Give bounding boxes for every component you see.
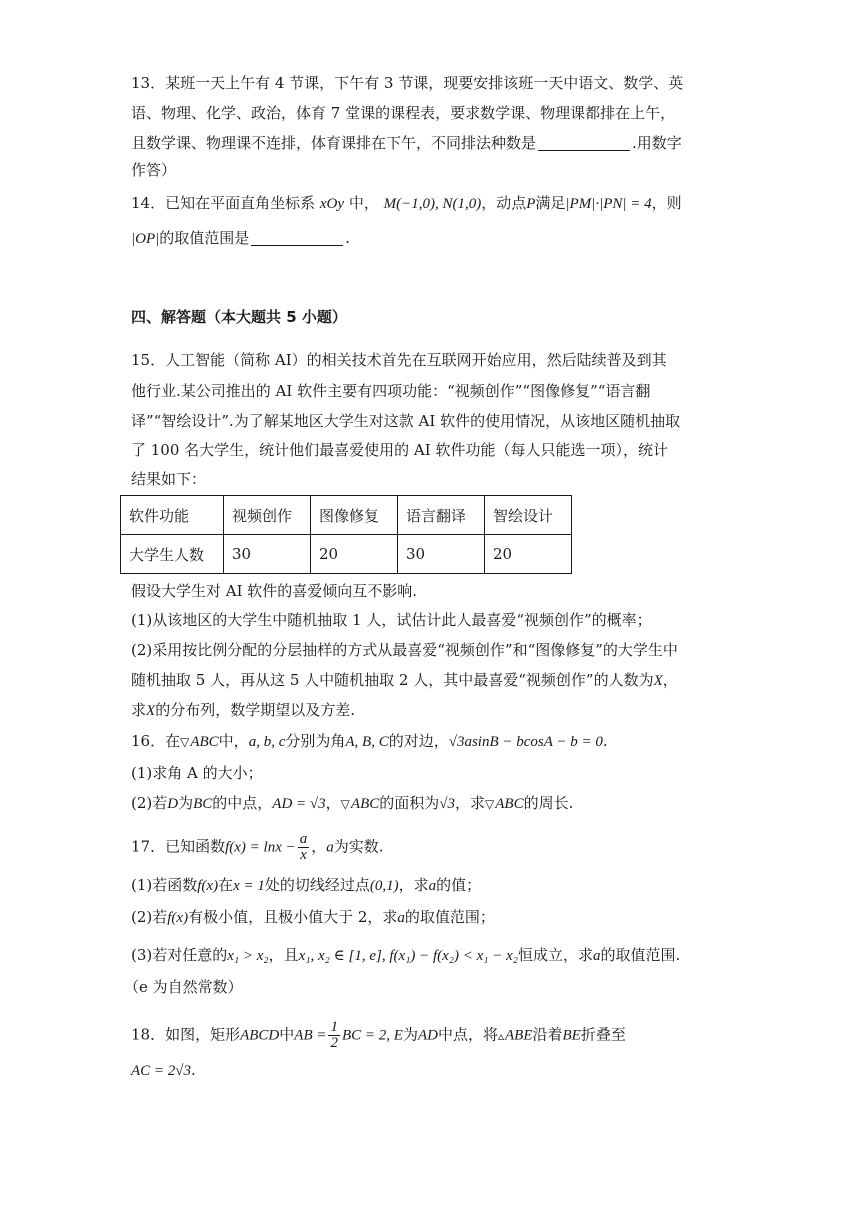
table-header-cell: 软件功能 bbox=[121, 496, 224, 535]
q16-equation: √3asinB − bcosA − b = 0 bbox=[448, 734, 603, 750]
q16-sides: a, b, c bbox=[248, 734, 286, 750]
q15-line-1: 15．人工智能（简称 AI）的相关技术首先在互联网开始应用，然后陆续普及到其 bbox=[131, 351, 667, 369]
q14-text: 满足 bbox=[535, 194, 566, 212]
q15-var-x: X bbox=[146, 703, 156, 719]
q14-text: 的取值范围是 bbox=[159, 229, 250, 247]
q16-abc: ABC bbox=[495, 796, 524, 812]
q17-text: 的取值范围； bbox=[404, 908, 495, 926]
table-cell: 20 bbox=[311, 535, 398, 574]
q15-text: 求 bbox=[131, 701, 147, 719]
q14-xoy: xOy bbox=[319, 196, 345, 212]
q13-line-3 bbox=[131, 133, 682, 153]
q15-part-2-line-1: (2)采用按比例分配的分层抽样的方式从最喜爱“视频创作”和“图像修复”的大学生中 bbox=[131, 641, 678, 659]
q16-part-2 bbox=[131, 793, 573, 814]
q18-be: BE bbox=[562, 1027, 581, 1044]
fraction-denominator: x bbox=[300, 847, 307, 863]
triangle-symbol: ▽ bbox=[485, 797, 495, 811]
q14-text: 中， bbox=[348, 194, 379, 212]
q17-var-a: a bbox=[397, 910, 405, 926]
q17-condition: x₁, x₂ ∈ [1, e], f(x₁) − f(x₂) < x₁ − x₂ bbox=[298, 948, 518, 964]
q18-bc: BC = 2, E bbox=[341, 1027, 403, 1044]
q16-ad: AD = √3 bbox=[272, 796, 326, 812]
q18-line-2 bbox=[131, 1060, 196, 1081]
q17-text: ， bbox=[311, 837, 327, 856]
fraction-numerator: a bbox=[299, 831, 308, 847]
triangle-symbol: ▽ bbox=[180, 735, 190, 749]
q17-fx: f(x) bbox=[167, 910, 189, 926]
q16-angles: A, B, C bbox=[345, 734, 389, 750]
q18-abcd: ABCD bbox=[240, 1027, 280, 1044]
q17-text: 的值； bbox=[436, 876, 482, 894]
q15-text: 随机抽取 5 人，再从这 5 人中随机抽取 2 人，其中最喜爱“视频创作”的人数为 bbox=[131, 671, 654, 689]
table-cell: 30 bbox=[398, 535, 485, 574]
q17-text: 17．已知函数 bbox=[131, 837, 226, 856]
q18-line-1 bbox=[131, 1020, 626, 1051]
q17-part-2 bbox=[131, 907, 495, 928]
q16-text: 的对边， bbox=[388, 732, 449, 750]
q13-line-4: 作答） bbox=[131, 161, 177, 179]
q16-text: 中， bbox=[218, 732, 249, 750]
table-header-cell: 图像修复 bbox=[311, 496, 398, 535]
q18-text: 为 bbox=[402, 1025, 418, 1044]
q16-text: 16．在 bbox=[131, 732, 181, 750]
q16-text: ， bbox=[325, 794, 341, 812]
q18-text: 沿着 bbox=[532, 1025, 563, 1044]
triangle-symbol: ▵ bbox=[497, 1028, 504, 1043]
q17-text: 的取值范围. bbox=[600, 946, 681, 964]
q18-ac: AC = 2√3 bbox=[131, 1063, 192, 1079]
q17-text: ，求 bbox=[398, 876, 429, 894]
table-header-cell: 视频创作 bbox=[224, 496, 311, 535]
table-row bbox=[121, 535, 572, 574]
q17-text: 为实数. bbox=[333, 837, 384, 856]
q16-text: 分别为角 bbox=[285, 732, 346, 750]
q16-text: 的中点， bbox=[212, 794, 273, 812]
q16-sqrt3: √3 bbox=[439, 796, 455, 812]
q17-text: (1)若函数 bbox=[131, 876, 198, 894]
q18-text: 18．如图，矩形 bbox=[131, 1025, 241, 1044]
q18-fraction bbox=[328, 1020, 340, 1051]
q17-var-a: a bbox=[326, 839, 334, 856]
q18-ab: AB = bbox=[294, 1027, 327, 1044]
q17-note: （e 为自然常数） bbox=[124, 978, 243, 996]
q18-text: 中点，将 bbox=[437, 1025, 498, 1044]
q17-line-1 bbox=[131, 832, 384, 863]
q16-text: 的周长. bbox=[523, 794, 574, 812]
q18-ad: AD bbox=[417, 1027, 438, 1044]
q15-line-3: 译”“智绘设计”.为了解某地区大学生对这款 AI 软件的使用情况，从该地区随机抽取 bbox=[131, 412, 681, 430]
q17-text: 在 bbox=[218, 876, 234, 894]
q17-text: ，且 bbox=[268, 946, 299, 964]
q13-text-end: .用数字 bbox=[632, 134, 682, 152]
q14-text: ，则 bbox=[651, 194, 682, 212]
q18-text: . bbox=[191, 1061, 196, 1079]
q16-abc: ABC bbox=[190, 734, 219, 750]
q13-text: 且数学课、物理课不连排，体育课排在下午，不同排法种数是 bbox=[131, 134, 537, 152]
q17-text: 处的切线经过点 bbox=[264, 876, 370, 894]
q15-line-2: 他行业.某公司推出的 AI 软件主要有四项功能：“视频创作”“图像修复”“语言翻 bbox=[131, 382, 651, 400]
q16-line-1 bbox=[131, 731, 608, 752]
q16-part-1: (1)求角 A 的大小； bbox=[131, 764, 263, 782]
q17-fx: f(x) bbox=[197, 878, 219, 894]
fraction-denominator: 2 bbox=[330, 1035, 338, 1051]
q14-condition: |PM|·|PN| = 4 bbox=[565, 196, 652, 212]
q14-points: M(−1,0), N(1,0) bbox=[383, 196, 482, 212]
table-cell: 20 bbox=[485, 535, 572, 574]
table-cell: 大学生人数 bbox=[121, 535, 224, 574]
q14-op: |OP| bbox=[131, 231, 160, 247]
triangle-symbol: ▽ bbox=[340, 797, 350, 811]
q17-var-a: a bbox=[593, 948, 601, 964]
table-row bbox=[121, 496, 572, 535]
q15-part-1: (1)从该地区的大学生中随机抽取 1 人，试估计此人最喜爱“视频创作”的概率； bbox=[131, 611, 652, 629]
q15-line-4: 了 100 名大学生，统计他们最喜爱使用的 AI 软件功能（每人只能选一项），统计 bbox=[131, 441, 668, 459]
section-heading: 四、解答题（本大题共 5 小题） bbox=[131, 308, 347, 326]
q14-text: ，动点 bbox=[481, 194, 527, 212]
fraction-numerator: 1 bbox=[330, 1019, 338, 1035]
q15-part-2-line-2 bbox=[131, 670, 678, 691]
q17-var-a: a bbox=[428, 878, 437, 894]
q15-text: ， bbox=[662, 671, 678, 689]
table-cell: 30 bbox=[224, 535, 311, 574]
q16-text: ，求 bbox=[455, 794, 486, 812]
q14-line-2 bbox=[131, 228, 350, 249]
q18-abe: ABE bbox=[505, 1027, 533, 1044]
q14-text: . bbox=[345, 229, 351, 247]
q17-inequality: x₁ > x₂ bbox=[227, 948, 269, 964]
q15-assumption: 假设大学生对 AI 软件的喜爱倾向互不影响. bbox=[131, 582, 418, 600]
q17-text: 恒成立，求 bbox=[518, 946, 594, 964]
q17-x1: x = 1 bbox=[233, 878, 265, 894]
survey-table bbox=[120, 495, 572, 574]
q18-text: 中 bbox=[279, 1025, 295, 1044]
q14-line-1 bbox=[131, 193, 682, 214]
q16-abc: ABC bbox=[350, 796, 380, 812]
q17-part-1 bbox=[131, 875, 481, 896]
table-header-cell: 语言翻译 bbox=[398, 496, 485, 535]
q17-text: 有极小值，且极小值大于 2，求 bbox=[188, 908, 398, 926]
answer-blank bbox=[251, 231, 343, 246]
q15-line-5: 结果如下： bbox=[131, 470, 207, 488]
q13-line-2: 语、物理、化学、政治，体育 7 堂课的课程表，要求数学课、物理课都排在上午， bbox=[131, 104, 676, 122]
q16-point-d: D bbox=[167, 796, 179, 812]
q15-var-x: X bbox=[653, 673, 663, 689]
q16-bc: BC bbox=[193, 796, 213, 812]
q16-text: . bbox=[602, 732, 608, 750]
q17-text: (3)若对任意的 bbox=[131, 946, 228, 964]
q17-function: f(x) = lnx − bbox=[225, 839, 296, 856]
q16-text: (2)若 bbox=[131, 794, 168, 812]
q18-text: 折叠至 bbox=[580, 1025, 626, 1044]
q15-text: 的分布列，数学期望以及方差. bbox=[155, 701, 355, 719]
q16-text: 为 bbox=[178, 794, 194, 812]
q14-point-p: P bbox=[526, 196, 536, 212]
q17-text: (2)若 bbox=[131, 908, 168, 926]
q17-fraction bbox=[298, 832, 310, 863]
q17-point: (0,1) bbox=[369, 878, 399, 894]
table-header-cell: 智绘设计 bbox=[485, 496, 572, 535]
q14-text: 14．已知在平面直角坐标系 bbox=[131, 194, 316, 212]
answer-blank bbox=[538, 136, 630, 151]
q15-part-2-line-3 bbox=[131, 700, 355, 721]
q16-text: 的面积为 bbox=[379, 794, 440, 812]
q13-line-1: 13．某班一天上午有 4 节课，下午有 3 节课，现要安排该班一天中语文、数学、英 bbox=[131, 74, 684, 92]
q17-part-3 bbox=[131, 945, 680, 966]
